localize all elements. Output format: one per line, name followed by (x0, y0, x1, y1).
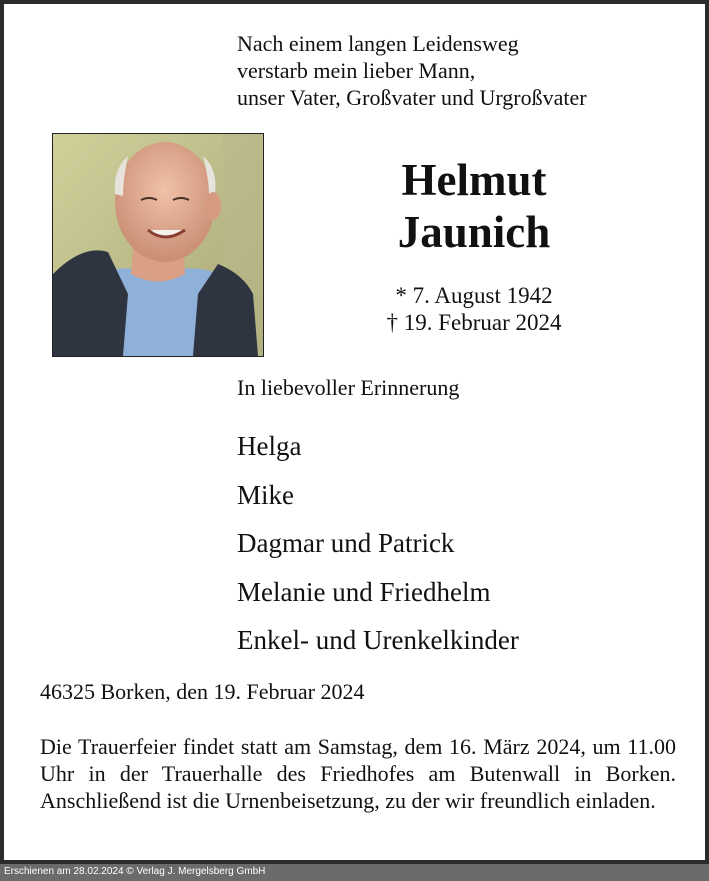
mourners-list (237, 422, 519, 665)
memory-line: In liebevoller Erinnerung (237, 375, 460, 400)
funeral-notice: Die Trauerfeier findet statt am Samstag, dem 16. März 2024, um 11.00 Uhr in der Trauerhalle des Friedhofes am Butenwall in Borken. Anschließend ist die Urnenbeisetzung, zu der wir freundlich einladen. (40, 734, 676, 813)
portrait-photo (52, 133, 264, 357)
intro-text (237, 30, 587, 111)
publication-footer (0, 864, 709, 881)
mourner: Melanie und Friedhelm (237, 576, 491, 607)
mourner: Dagmar und Patrick (237, 528, 455, 558)
place-date: 46325 Borken, den 19. Februar 2024 (40, 679, 365, 704)
birth-date: * 7. August 1942 (395, 283, 553, 308)
intro-line: Nach einem langen Leidensweg (237, 31, 519, 56)
intro-line: unser Vater, Großvater und Urgroßvater (237, 85, 587, 110)
mourner: Mike (237, 479, 294, 510)
last-name: Jaunich (397, 207, 551, 257)
mourner: Helga (237, 431, 302, 461)
life-dates (304, 282, 644, 336)
first-name: Helmut (401, 155, 547, 205)
footer-text: Erschienen am 28.02.2024 © Verlag J. Mergelsberg GmbH (4, 866, 266, 877)
intro-line: verstarb mein lieber Mann, (237, 58, 476, 83)
deceased-name (304, 154, 644, 258)
mourner: Enkel- und Urenkelkinder (237, 625, 519, 655)
death-date: † 19. Februar 2024 (386, 310, 562, 335)
